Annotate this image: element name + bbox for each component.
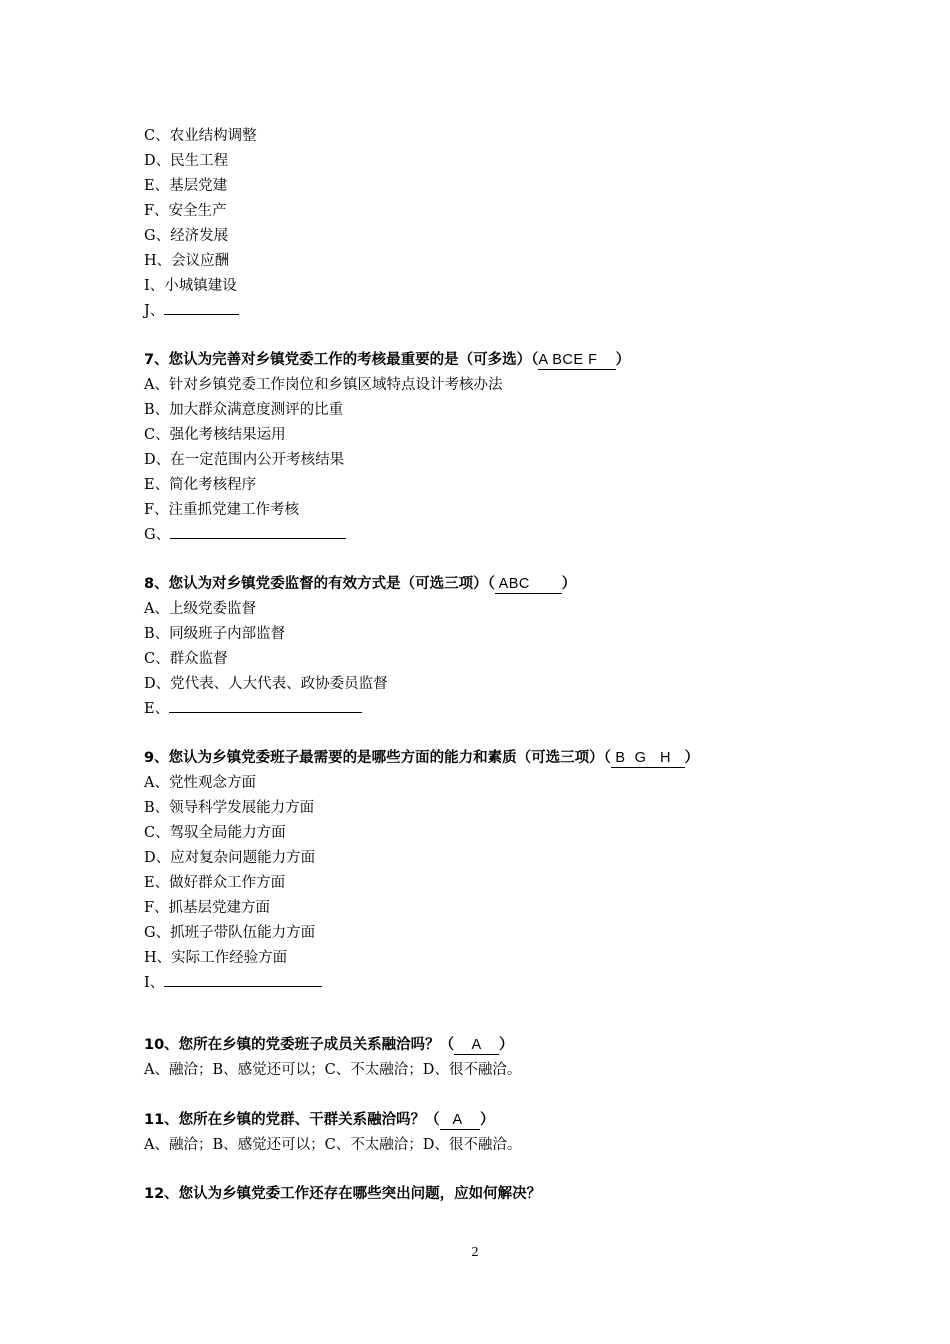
option-line: G、经济发展 [144, 228, 229, 244]
option-line: G、抓班子带队伍能力方面 [144, 925, 316, 941]
question-prefix: 7、您认为完善对乡镇党委工作的考核最重要的是（可多选）（ [144, 352, 539, 368]
question-prefix: 10、您所在乡镇的党委班子成员关系融洽吗？（ [144, 1037, 455, 1053]
question-12 [144, 1182, 844, 1207]
option-line: E、简化考核程序 [144, 477, 257, 493]
answer-field[interactable]: B G H [610, 750, 685, 766]
options-line: A、融洽；B、感觉还可以；C、不太融洽；D、很不融洽。 [144, 1137, 522, 1153]
fill-in-blank[interactable] [164, 971, 322, 987]
question-7 [144, 348, 844, 548]
other-label: J、 [144, 303, 165, 319]
option-line: C、强化考核结果运用 [144, 427, 286, 443]
question-text [144, 572, 844, 597]
option-line: F、注重抓党建工作考核 [144, 502, 300, 518]
question-text [144, 1033, 844, 1058]
option-line: C、群众监督 [144, 651, 228, 667]
option-line: A、针对乡镇党委工作岗位和乡镇区域特点设计考核办法 [144, 377, 503, 393]
fill-in-blank[interactable] [164, 299, 239, 315]
option-line: F、安全生产 [144, 203, 227, 219]
option-line: B、同级班子内部监督 [144, 626, 286, 642]
q6-options [144, 124, 844, 324]
question-8 [144, 572, 844, 722]
question-suffix: ） [499, 1037, 514, 1053]
question-11 [144, 1108, 844, 1158]
question-10 [144, 1033, 844, 1083]
question-9 [144, 746, 844, 996]
question-text [144, 348, 844, 373]
option-line: B、加大群众满意度测评的比重 [144, 402, 344, 418]
question-text [144, 746, 844, 771]
option-line: E、基层党建 [144, 178, 228, 194]
option-line: F、抓基层党建方面 [144, 900, 271, 916]
option-line: H、实际工作经验方面 [144, 950, 288, 966]
question-prefix: 8、您认为对乡镇党委监督的有效方式是（可选三项）（ [144, 576, 495, 592]
option-line: A、党性观念方面 [144, 775, 256, 791]
option-line: H、会议应酬 [144, 253, 230, 269]
fill-in-blank[interactable] [170, 523, 346, 539]
option-line: C、农业结构调整 [144, 128, 257, 144]
option-line: B、领导科学发展能力方面 [144, 800, 315, 816]
question-prefix: 9、您认为乡镇党委班子最需要的是哪些方面的能力和素质（可选三项）（ [144, 750, 611, 766]
option-line: D、在一定范围内公开考核结果 [144, 452, 345, 468]
other-label: I、 [144, 975, 165, 991]
other-option-line [144, 697, 844, 722]
option-line: E、做好群众工作方面 [144, 875, 286, 891]
answer-field[interactable]: A [454, 1037, 499, 1053]
option-line: D、党代表、人大代表、政协委员监督 [144, 676, 388, 692]
answer-field[interactable]: A [439, 1112, 480, 1128]
option-line: D、民生工程 [144, 153, 229, 169]
question-suffix: ） [479, 1112, 495, 1128]
question-suffix: ） [615, 352, 631, 368]
option-line: C、驾驭全局能力方面 [144, 825, 286, 841]
other-option-line [144, 523, 844, 548]
fill-in-blank[interactable] [169, 697, 362, 713]
other-label: E、 [144, 701, 170, 717]
page-number: 2 [471, 1245, 479, 1260]
options-line: A、融洽；B、感觉还可以；C、不太融洽；D、很不融洽。 [144, 1062, 522, 1078]
option-line: I、小城镇建设 [144, 278, 237, 294]
question-prefix: 11、您所在乡镇的党群、干群关系融洽吗？（ [144, 1112, 440, 1128]
question-text [144, 1108, 844, 1133]
option-line: D、应对复杂问题能力方面 [144, 850, 316, 866]
answer-field[interactable]: ABC [494, 576, 562, 592]
other-option-line [144, 971, 844, 996]
answer-field[interactable]: A BCE F [538, 352, 616, 368]
other-option-line [144, 299, 844, 324]
option-line: A、上级党委监督 [144, 601, 256, 617]
question-suffix: ） [684, 750, 700, 766]
other-label: G、 [144, 527, 171, 543]
question-suffix: ） [561, 576, 577, 592]
question-text: 12、您认为乡镇党委工作还存在哪些突出问题，应如何解决？ [144, 1186, 542, 1202]
